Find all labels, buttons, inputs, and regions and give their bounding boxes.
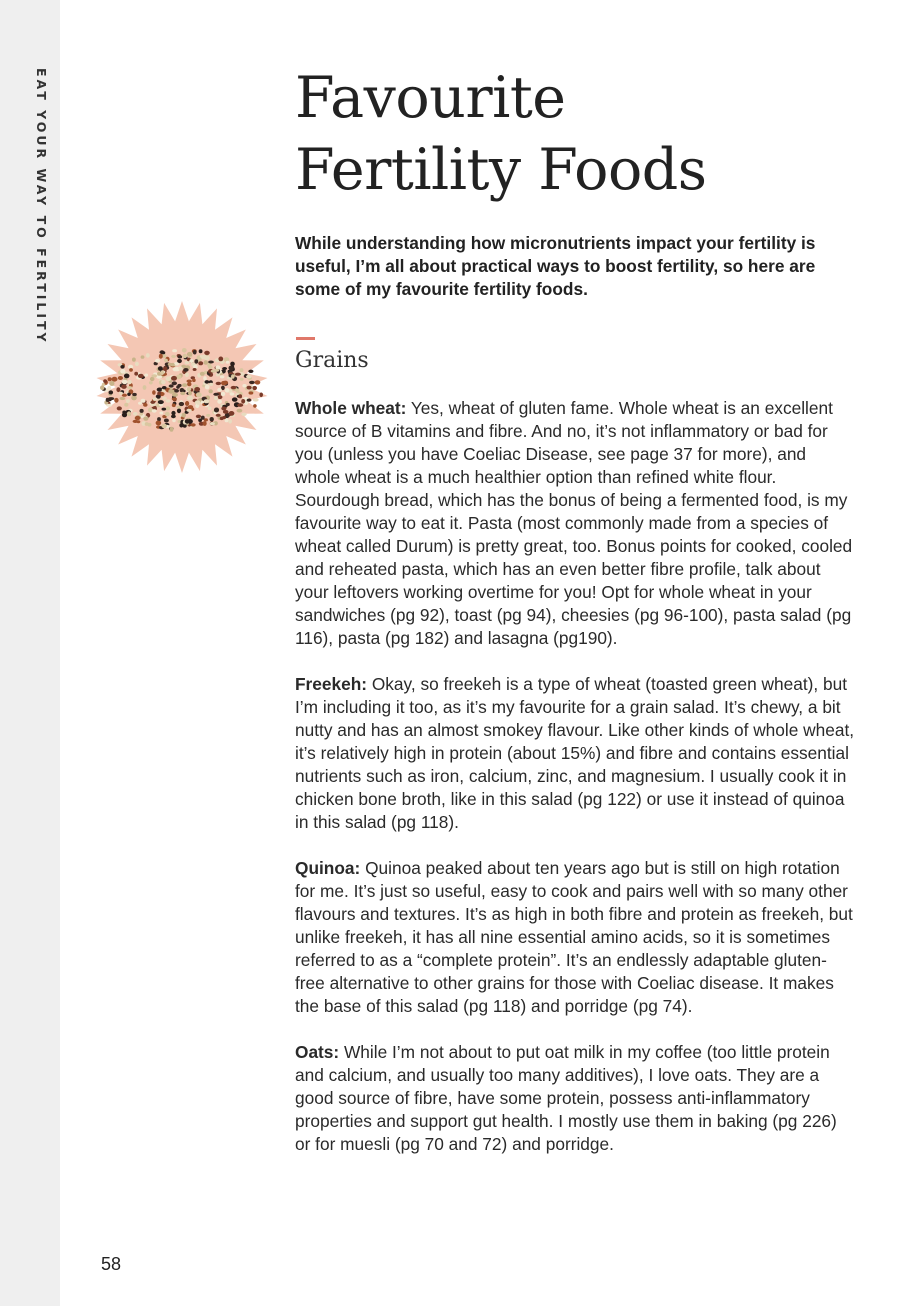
quinoa-grain — [211, 370, 217, 373]
quinoa-grain — [120, 397, 126, 400]
quinoa-grain — [165, 406, 170, 410]
quinoa-grain — [172, 419, 176, 422]
quinoa-grain — [178, 366, 182, 370]
quinoa-grain — [129, 368, 133, 372]
quinoa-grain — [200, 372, 205, 376]
quinoa-grain — [160, 371, 164, 375]
quinoa-grain — [240, 378, 244, 381]
quinoa-grain — [203, 421, 207, 426]
quinoa-grain — [192, 379, 196, 383]
quinoa-grain — [204, 418, 208, 421]
quinoa-grain — [112, 377, 118, 382]
page-title — [295, 62, 707, 206]
quinoa-grain — [160, 412, 164, 415]
quinoa-grain — [150, 401, 155, 404]
quinoa-grain — [173, 367, 179, 371]
quinoa-grain — [222, 416, 226, 419]
quinoa-grain — [176, 385, 180, 388]
quinoa-grain — [232, 397, 238, 401]
quinoa-grain — [120, 365, 124, 369]
quinoa-grain — [193, 350, 197, 355]
quinoa-grain — [124, 374, 130, 379]
quinoa-grain — [162, 397, 167, 400]
quinoa-grain — [128, 380, 132, 384]
quinoa-grain — [170, 427, 174, 432]
quinoa-grain — [255, 380, 261, 384]
quinoa-grain — [231, 374, 235, 379]
body-text — [295, 397, 855, 1179]
quinoa-grain — [194, 387, 200, 392]
quinoa-grain — [159, 354, 163, 359]
quinoa-grain — [217, 399, 222, 403]
quinoa-grain — [204, 399, 210, 403]
quinoa-grain — [156, 421, 162, 426]
quinoa-grain — [121, 385, 126, 389]
title-line-1: Favourite — [295, 65, 566, 131]
quinoa-grain — [237, 409, 243, 413]
quinoa-grain — [176, 406, 181, 409]
accent-dash — [296, 337, 315, 340]
quinoa-grain — [198, 361, 203, 365]
quinoa-grain — [161, 424, 167, 428]
quinoa-grain — [103, 379, 107, 383]
term-label: Oats: — [295, 1042, 340, 1062]
quinoa-grain — [178, 355, 183, 358]
quinoa-grain — [208, 407, 212, 411]
quinoa-grain — [172, 349, 177, 352]
quinoa-grain — [189, 359, 193, 363]
quinoa-grain — [135, 362, 139, 366]
paragraph-text: Quinoa peaked about ten years ago but is still on high rotation for me. It’s just so useful, easy to cook and pairs well with so many other flavours and textures. It’s as high in both fibre and protein as freekeh, but unlike freekeh, it has all nine essential amino acids, so it is sometimes referred to as a “complete protein”. It’s an endlessly adaptable gluten-free alternative to other grains for those with Coeliac disease. It makes the base of this salad (pg 118) and porridge (pg 74). — [295, 858, 853, 1016]
quinoa-grain — [237, 403, 243, 407]
quinoa-grain — [228, 419, 232, 424]
term-label: Quinoa: — [295, 858, 361, 878]
side-strip — [0, 0, 60, 1306]
quinoa-grain — [249, 391, 254, 394]
quinoa-grain — [201, 416, 205, 420]
quinoa-grain — [180, 388, 185, 392]
quinoa-grain — [253, 398, 259, 401]
quinoa-grain — [127, 386, 132, 389]
quinoa-grain — [132, 393, 137, 396]
quinoa-grain — [149, 381, 153, 384]
quinoa-grain — [230, 362, 235, 367]
quinoa-grain — [223, 381, 228, 385]
quinoa-grain — [165, 412, 170, 417]
quinoa-grain — [230, 392, 235, 395]
quinoa-grain — [157, 392, 161, 395]
quinoa-grain — [106, 398, 110, 402]
quinoa-grain — [140, 409, 144, 413]
quinoa-grain — [171, 376, 177, 381]
quinoa-grain — [182, 413, 186, 418]
quinoa-grain — [152, 390, 156, 395]
quinoa-grain — [223, 410, 229, 414]
quinoa-grain — [153, 398, 158, 401]
quinoa-grain — [216, 414, 221, 417]
quinoa-grain — [138, 374, 144, 378]
quinoa-grain — [205, 385, 210, 390]
quinoa-grain — [216, 382, 222, 385]
quinoa-grain — [145, 422, 149, 426]
quinoa-grain — [172, 404, 176, 408]
quinoa-grain — [209, 389, 213, 393]
quinoa-illustration — [90, 298, 274, 478]
quinoa-grain — [107, 386, 111, 391]
quinoa-grain — [174, 389, 179, 393]
quinoa-grain — [146, 353, 150, 358]
quinoa-grain — [206, 414, 210, 417]
quinoa-grain — [144, 374, 148, 377]
intro-paragraph: While understanding how micronutrients impact your fertility is useful, I’m all about practical ways to boost fertility, so here are some of my favourite fertility foods. — [295, 233, 816, 299]
page-number: 58 — [101, 1254, 122, 1274]
quinoa-grain — [207, 363, 211, 368]
quinoa-grain — [235, 388, 239, 392]
quinoa-grain — [127, 393, 131, 396]
quinoa-grain — [210, 422, 215, 425]
quinoa-grain — [252, 386, 257, 390]
quinoa-grain — [158, 366, 163, 371]
quinoa-grain — [134, 372, 138, 376]
quinoa-grain — [204, 355, 210, 360]
quinoa-grain — [247, 399, 251, 402]
quinoa-grain — [164, 419, 169, 423]
paragraph-quinoa — [295, 857, 855, 1018]
quinoa-grain — [180, 392, 185, 395]
quinoa-grain — [214, 408, 219, 413]
quinoa-grain — [171, 415, 176, 419]
quinoa-grain — [196, 392, 202, 397]
quinoa-grain — [226, 403, 230, 406]
quinoa-grain — [238, 394, 242, 398]
running-head: EAT YOUR WAY TO FERTILITY — [34, 68, 49, 345]
quinoa-grain — [209, 383, 213, 386]
quinoa-grain — [166, 399, 171, 402]
quinoa-grain — [141, 355, 145, 358]
quinoa-grain — [215, 365, 220, 368]
quinoa-grain — [185, 401, 189, 406]
quinoa-grain — [221, 407, 226, 411]
quinoa-grain — [183, 368, 188, 372]
quinoa-grain — [133, 412, 138, 416]
quinoa-grain — [187, 382, 191, 386]
quinoa-grain — [187, 387, 192, 391]
quinoa-grain — [182, 348, 187, 353]
quinoa-grain — [185, 361, 190, 364]
quinoa-grain — [164, 359, 168, 363]
quinoa-grain — [172, 393, 178, 397]
quinoa-grain — [246, 375, 251, 379]
quinoa-grain — [143, 417, 148, 421]
quinoa-grain — [162, 408, 167, 411]
quinoa-grain — [231, 386, 237, 389]
quinoa-grain — [131, 395, 137, 400]
term-label: Freekeh: — [295, 674, 368, 694]
quinoa-grain — [152, 409, 157, 413]
paragraph-text: Yes, wheat of gluten fame. Whole wheat is an excellent source of B vitamins and fibre. And no, it’s not inflammatory or bad for you (unless you have Coeliac Disease, see page 37 for more), and whole wheat is a much healthier option than refined white flour. Sourdough bread, which has the bonus of being a fermented food, is my favourite way to eat it. Pasta (most commonly made from a species of wheat called Durum) is pretty great, too. Bonus points for cooked, cooled and reheated pasta, which has an even better fibre profile, talk about your leftovers working overtime for you! Opt for whole wheat in your sandwiches (pg 92), toast (pg 94), cheesies (pg 96-100), pasta salad (pg 116), pasta (pg 182) and lasagna (pg190). — [295, 398, 853, 648]
quinoa-grain — [119, 392, 123, 395]
quinoa-grain — [188, 405, 193, 409]
quinoa-grain — [172, 397, 177, 400]
paragraph-oats — [295, 1041, 855, 1156]
quinoa-grain — [157, 388, 163, 392]
quinoa-grain — [204, 351, 210, 355]
quinoa-grain — [226, 361, 230, 364]
quinoa-grain — [214, 396, 218, 400]
quinoa-grain — [240, 368, 244, 372]
quinoa-grain — [213, 393, 219, 396]
quinoa-grain — [242, 384, 246, 387]
quinoa-grain — [188, 391, 192, 396]
quinoa-grain — [241, 399, 245, 404]
quinoa-grain — [143, 403, 147, 407]
quinoa-grain — [108, 377, 112, 381]
quinoa-grain — [218, 357, 223, 362]
section-heading: Grains — [295, 348, 369, 373]
quinoa-grain — [158, 400, 164, 404]
quinoa-grain — [196, 401, 200, 404]
quinoa-grain — [229, 411, 235, 416]
quinoa-grain — [253, 404, 257, 408]
quinoa-grain — [126, 399, 130, 403]
quinoa-grain — [120, 369, 125, 374]
quinoa-grain — [199, 349, 203, 353]
quinoa-grain — [220, 375, 225, 378]
quinoa-grain — [187, 397, 193, 400]
quinoa-grain — [162, 386, 167, 389]
quinoa-grain — [135, 416, 141, 420]
term-label: Whole wheat: — [295, 398, 407, 418]
quinoa-grain — [109, 390, 114, 394]
quinoa-grain — [235, 373, 241, 376]
quinoa-grain — [185, 419, 190, 424]
quinoa-grain — [196, 415, 201, 419]
quinoa-grain — [138, 402, 142, 405]
quinoa-grain — [106, 404, 112, 407]
quinoa-grain — [100, 385, 104, 390]
quinoa-grain — [116, 387, 120, 392]
quinoa-grain — [152, 374, 158, 377]
quinoa-grain — [171, 355, 176, 358]
quinoa-grain — [122, 413, 127, 418]
quinoa-grain — [166, 376, 172, 381]
quinoa-grain — [163, 366, 167, 371]
title-line-2: Fertility Foods — [295, 137, 707, 203]
quinoa-grain — [216, 373, 220, 376]
quinoa-grain — [194, 359, 198, 363]
quinoa-grain — [186, 409, 191, 412]
quinoa-grain — [208, 361, 214, 364]
quinoa-grain — [177, 408, 181, 413]
quinoa-grain — [191, 423, 196, 426]
quinoa-grain — [193, 368, 197, 371]
quinoa-grain — [259, 393, 263, 398]
quinoa-grain — [127, 411, 131, 416]
quinoa-grain — [183, 354, 188, 358]
quinoa-grain — [183, 424, 187, 428]
quinoa-grain — [122, 380, 128, 384]
quinoa-grain — [109, 381, 114, 386]
quinoa-grain — [205, 380, 210, 384]
paragraph-freekeh — [295, 673, 855, 834]
quinoa-grain — [155, 359, 160, 363]
quinoa-grain — [229, 366, 234, 371]
quinoa-grain — [182, 383, 187, 387]
quinoa-grain — [172, 381, 177, 385]
quinoa-grain — [187, 352, 193, 357]
quinoa-grain — [179, 402, 184, 406]
quinoa-grain — [210, 417, 214, 422]
quinoa-grain — [204, 360, 208, 365]
quinoa-grain — [114, 398, 118, 403]
quinoa-grain — [222, 369, 226, 373]
quinoa-grain — [132, 358, 136, 362]
quinoa-grain — [221, 392, 226, 396]
quinoa-grain — [117, 406, 122, 410]
paragraph-whole-wheat — [295, 397, 855, 650]
quinoa-grain — [248, 370, 253, 373]
quinoa-grain — [247, 386, 252, 390]
quinoa-grain — [124, 403, 128, 407]
quinoa-grain — [225, 388, 229, 393]
paragraph-text: Okay, so freekeh is a type of wheat (toasted green wheat), but I’m including it too, as it’s my favourite for a grain salad. It’s chewy, a bit nutty and has an almost smokey flavour. Like other kinds of whole wheat, it’s relatively high in protein (about 15%) and fibre and contains essential nutrients such as iron, calcium, zinc, and magnesium. I usually cook it in chicken bone broth, like in this salad (pg 122) or use it instead of quinoa in this salad (pg 118). — [295, 674, 855, 832]
quinoa-grain — [203, 376, 207, 381]
quinoa-grain — [249, 381, 255, 384]
quinoa-grain — [241, 413, 246, 416]
quinoa-grain — [161, 380, 166, 384]
paragraph-text: While I’m not about to put oat milk in my coffee (too little protein and calcium, and usually too many additives), I love oats. They are a good source of fibre, have some protein, possess anti-inflammatory properties and support gut health. I mostly use them in baking (pg 226) or for muesli (pg 70 and 72) and porridge. — [295, 1042, 837, 1154]
quinoa-grain — [118, 376, 123, 380]
quinoa-grain — [133, 420, 139, 423]
quinoa-grain — [217, 388, 222, 392]
quinoa-grain — [143, 385, 147, 390]
quinoa-grain — [170, 363, 175, 367]
quinoa-grain — [185, 373, 189, 378]
quinoa-grain — [109, 397, 114, 400]
